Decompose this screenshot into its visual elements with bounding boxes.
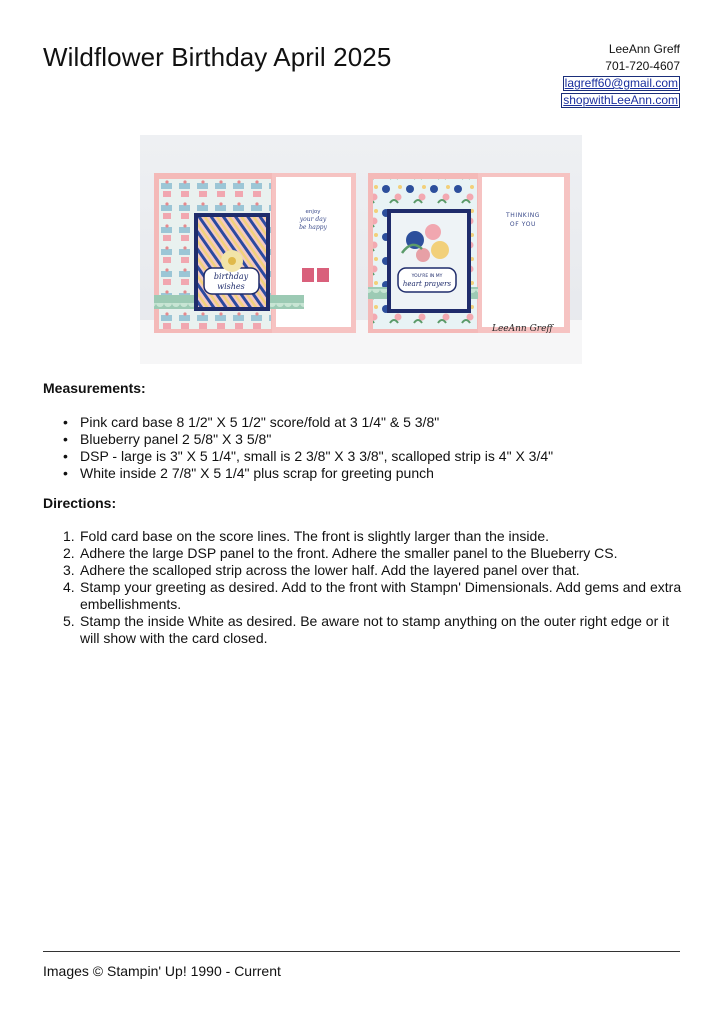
direction-step (63, 613, 683, 647)
card-photo-illustration (140, 135, 582, 364)
measurements-list (63, 414, 553, 482)
svg-text:wishes: wishes (217, 282, 245, 291)
svg-text:YOU'RE IN MY: YOU'RE IN MY (411, 274, 443, 279)
svg-text:LeeAnn Greff: LeeAnn Greff (492, 324, 553, 334)
email-link[interactable]: lagreff60@gmail.com (564, 76, 678, 90)
direction-step (63, 562, 683, 579)
step-number: 2. (63, 545, 75, 561)
directions-heading: Directions: (43, 495, 117, 511)
measurement-item: • DSP - large is 3" X 5 1/4", small is 2 3/8" X 3 3/8", scalloped strip is 4" X 3/4" (63, 448, 553, 465)
direction-step (63, 528, 683, 545)
step-text: Adhere the large DSP panel to the front. Adhere the smaller panel to the Blueberry CS. (80, 545, 618, 561)
footer-copyright: Images © Stampin' Up! 1990 - Current (43, 963, 281, 979)
step-text: Adhere the scalloped strip across the lower half. Add the layered panel over that. (80, 562, 580, 578)
contact-name: LeeAnn Greff (608, 42, 680, 56)
step-text: Stamp your greeting as desired. Add to the front with Stampn' Dimensionals. Add gems and extra embellishments. (80, 579, 682, 612)
svg-text:OF YOU: OF YOU (509, 221, 537, 228)
svg-text:heart prayers: heart prayers (402, 280, 452, 288)
footer-divider (43, 951, 680, 952)
measurement-item: • Blueberry panel 2 5/8" X 3 5/8" (63, 431, 553, 448)
svg-text:THINKING: THINKING (505, 212, 541, 219)
svg-text:your day: your day (299, 216, 327, 223)
contact-block (561, 41, 680, 109)
step-number: 4. (63, 579, 75, 595)
website-link[interactable]: shopwithLeeAnn.com (563, 93, 678, 107)
svg-text:be happy: be happy (299, 224, 327, 231)
direction-step (63, 579, 683, 613)
step-text: Stamp the inside White as desired. Be aware not to stamp anything on the outer right edge or it will show with the card closed. (80, 613, 670, 646)
card-photo (140, 135, 582, 364)
svg-text:enjoy: enjoy (305, 209, 321, 215)
directions-list (63, 528, 683, 647)
measurement-item: • Pink card base 8 1/2" X 5 1/2" score/fold at 3 1/4" & 5 3/8" (63, 414, 553, 431)
step-number: 1. (63, 528, 75, 544)
step-number: 5. (63, 613, 75, 629)
step-number: 3. (63, 562, 75, 578)
measurement-item: • White inside 2 7/8" X 5 1/4" plus scrap for greeting punch (63, 465, 553, 482)
direction-step (63, 545, 683, 562)
document-title: Wildflower Birthday April 2025 (43, 42, 392, 72)
step-text: Fold card base on the score lines. The front is slightly larger than the inside. (80, 528, 549, 544)
svg-text:birthday: birthday (213, 272, 249, 281)
measurements-heading: Measurements: (43, 380, 146, 396)
contact-phone: 701-720-4607 (605, 59, 680, 73)
